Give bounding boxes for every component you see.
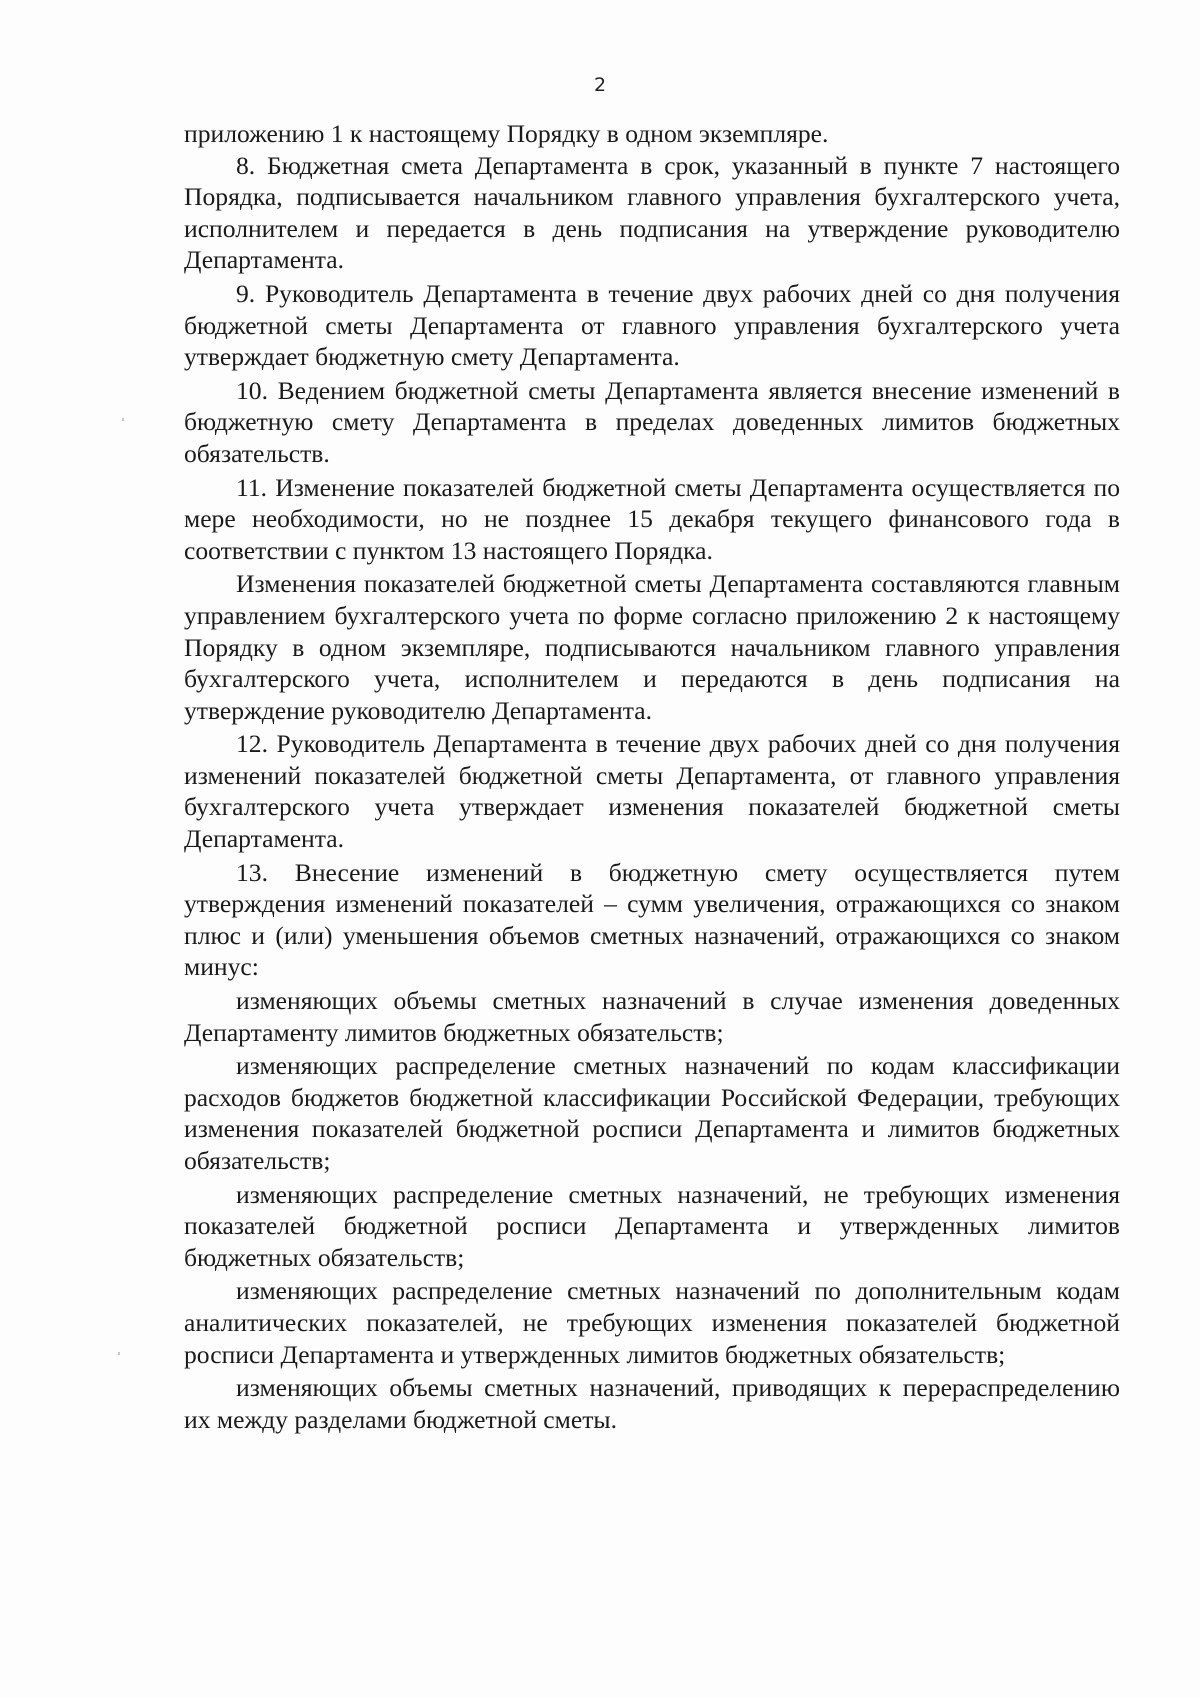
paragraph-continuation: приложению 1 к настоящему Порядку в одном экземпляре. <box>184 119 829 148</box>
document-body <box>184 118 1120 1435</box>
paragraph-item-13: 13. Внесение изменений в бюджетную смету осуществляется путем утверждения изменений показателей – сумм увеличения, отражающихся со знаком плюс и (или) уменьшения объемов сметных назначений, отражающихся со знаком минус: <box>184 857 1120 982</box>
scan-mark <box>122 418 124 421</box>
page-number: 2 <box>593 74 607 96</box>
list-item-classification: изменяющих распределение сметных назначений по кодам классификации расходов бюджетов бюджетной классификации Российской Федерации, требующих изменения показателей бюджетной росписи Департамента и лимитов бюджетных обязательств; <box>184 1051 1120 1175</box>
paragraph-item-9: 9. Руководитель Департамента в течение двух рабочих дней со дня получения бюджетной сметы Департамента от главного управления бухгалтерского учета утверждает бюджетную смету Департамента. <box>184 278 1120 372</box>
list-item-no-changes: изменяющих распределение сметных назначений, не требующих изменения показателей бюджетной росписи Департамента и утвержденных лимитов бюджетных обязательств; <box>184 1179 1120 1272</box>
paragraph-item-12: 12. Руководитель Департамента в течение двух рабочих дней со дня получения изменений показателей бюджетной сметы Департамента, от главного управления бухгалтерского учета утверждает изменения показателей бюджетной сметы Департамента. <box>184 729 1120 854</box>
paragraph-item-10: 10. Ведением бюджетной сметы Департамента является внесение изменений в бюджетную смету Департамента в пределах доведенных лимитов бюджетных обязательств. <box>184 375 1120 468</box>
paragraph-item-8: 8. Бюджетная смета Департамента в срок, указанный в пункте 7 настоящего Порядка, подписывается начальником главного управления бухгалтерского учета, исполнителем и передается в день подписания на утверждение руководителю Департамента. <box>184 150 1120 275</box>
paragraph-item-11-changes: Изменения показателей бюджетной сметы Департамента составляются главным управлением бухгалтерского учета по форме согласно приложению 2 к настоящему Порядку в одном экземпляре, подписываются начальником главного управления бухгалтерского учета, исполнителем и передаются в день подписания на утверждение руководителю Департамента. <box>184 569 1120 725</box>
paragraph-item-11: 11. Изменение показателей бюджетной сметы Департамента осуществляется по мере необходимости, но не позднее 15 декабря текущего финансового года в соответствии с пунктом 13 настоящего Порядка. <box>184 472 1120 565</box>
list-item-redistribution: изменяющих объемы сметных назначений, приводящих к перераспределению их между разделами бюджетной сметы. <box>184 1373 1120 1434</box>
scan-mark <box>118 1352 120 1355</box>
list-item-limits: изменяющих объемы сметных назначений в случае изменения доведенных Департаменту лимитов бюджетных обязательств; <box>184 986 1120 1047</box>
list-item-analytical-codes: изменяющих распределение сметных назначений по дополнительным кодам аналитических показателей, не требующих изменения показателей бюджетной росписи Департамента и утвержденных лимитов бюджетных обязательств; <box>184 1276 1120 1369</box>
